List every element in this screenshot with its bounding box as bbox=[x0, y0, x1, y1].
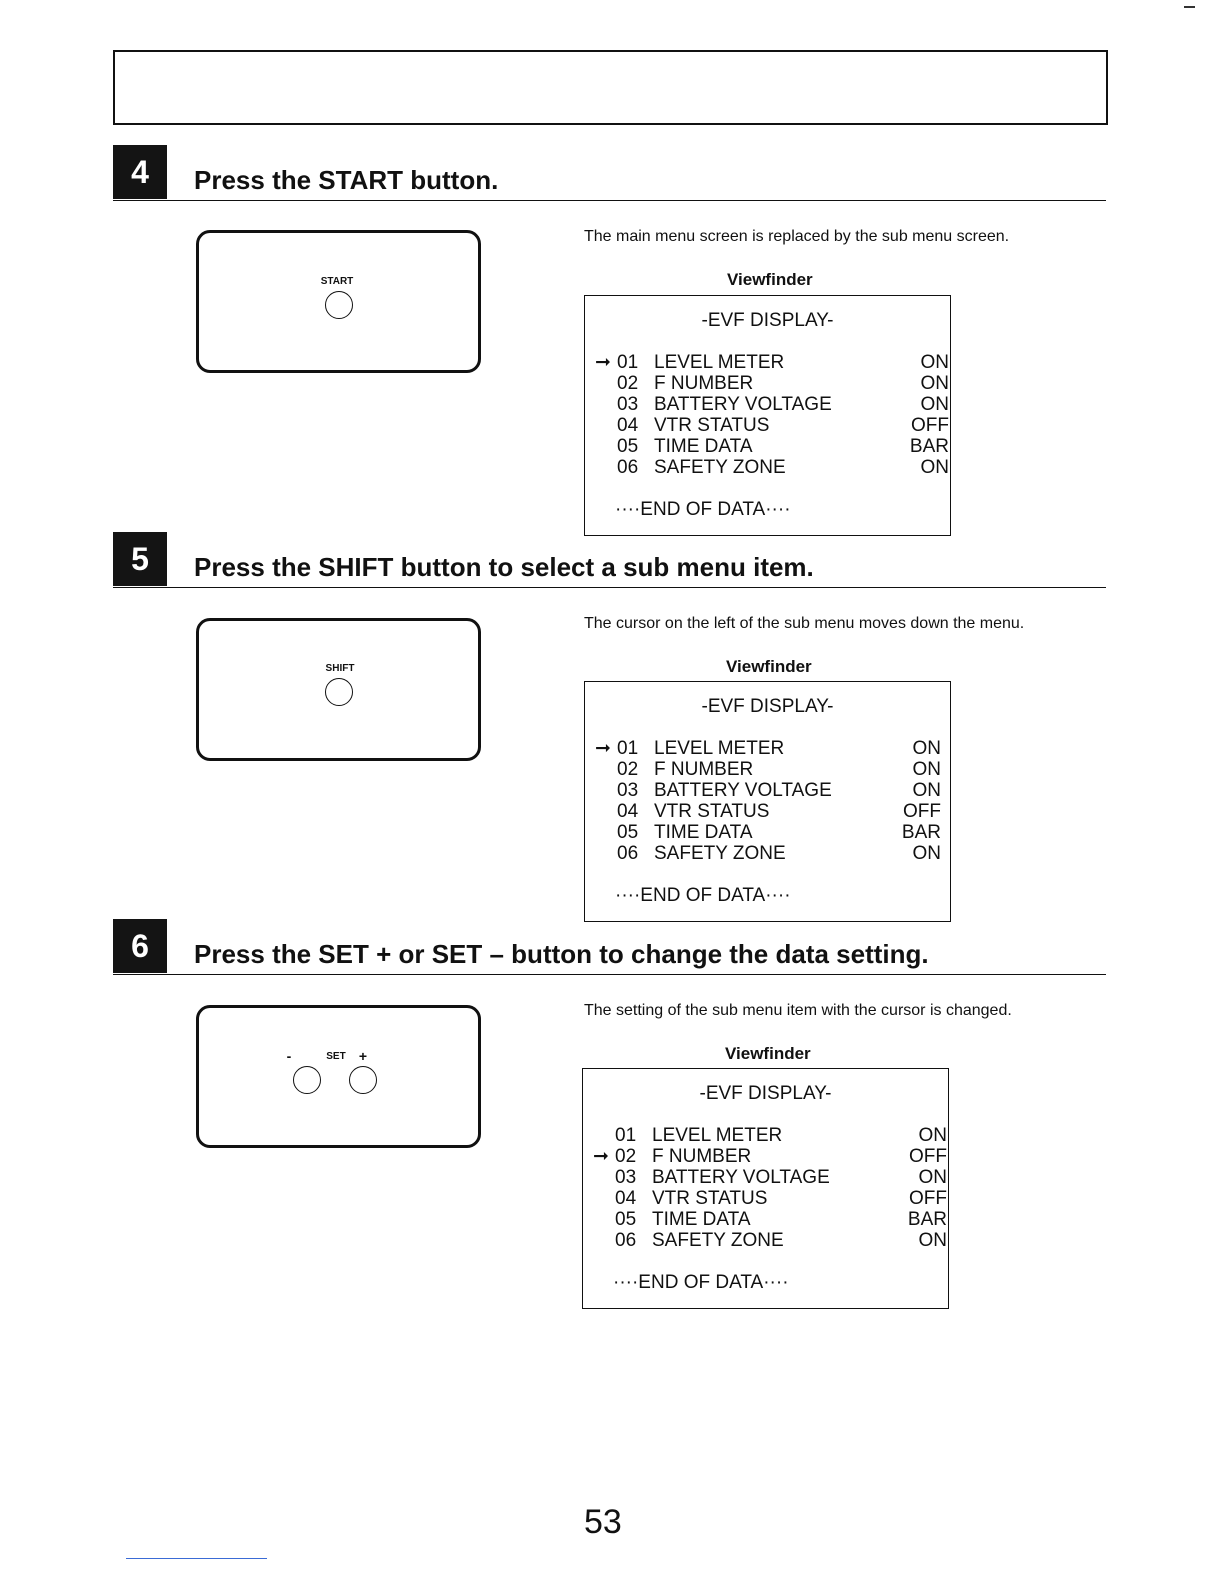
row-label: TIME DATA bbox=[654, 436, 753, 457]
row-label: LEVEL METER bbox=[654, 352, 785, 373]
row-value: ON bbox=[912, 780, 941, 801]
shift-button[interactable] bbox=[325, 678, 353, 706]
viewfinder-label: Viewfinder bbox=[726, 657, 812, 676]
set-button-panel bbox=[196, 1005, 481, 1148]
viewfinder-label: Viewfinder bbox=[725, 1044, 811, 1063]
row-value: OFF bbox=[903, 801, 941, 822]
set-plus-label: + bbox=[358, 1048, 368, 1064]
step-number-badge: 4 bbox=[113, 145, 167, 199]
cursor-arrow-icon: ➞ bbox=[593, 1146, 609, 1167]
row-label: SAFETY ZONE bbox=[654, 843, 786, 864]
shift-button-panel bbox=[196, 618, 481, 761]
screen-title: -EVF DISPLAY- bbox=[701, 310, 834, 331]
row-label: VTR STATUS bbox=[654, 415, 770, 436]
row-label: TIME DATA bbox=[652, 1209, 751, 1230]
row-label: F NUMBER bbox=[654, 759, 754, 780]
row-code: 04 bbox=[615, 1188, 637, 1209]
row-label: BATTERY VOLTAGE bbox=[654, 394, 832, 415]
start-button-panel bbox=[196, 230, 481, 373]
step-6-header bbox=[113, 919, 1106, 975]
set-minus-button[interactable] bbox=[293, 1066, 321, 1094]
row-value: ON bbox=[918, 1125, 947, 1146]
row-code: 05 bbox=[615, 1209, 637, 1230]
end-of-data: ····END OF DATA···· bbox=[613, 1272, 789, 1293]
row-value: ON bbox=[920, 373, 949, 394]
header-box bbox=[113, 50, 1108, 125]
row-label: SAFETY ZONE bbox=[654, 457, 786, 478]
row-code: 06 bbox=[615, 1230, 637, 1251]
row-value: BAR bbox=[909, 436, 949, 457]
step-5-header bbox=[113, 532, 1106, 588]
row-code: 02 bbox=[617, 759, 639, 780]
viewfinder-label: Viewfinder bbox=[727, 270, 813, 289]
row-value: ON bbox=[920, 394, 949, 415]
row-value: ON bbox=[912, 759, 941, 780]
row-code: 05 bbox=[617, 822, 639, 843]
end-of-data: ····END OF DATA···· bbox=[615, 499, 791, 520]
row-code: 01 bbox=[615, 1125, 637, 1146]
start-button[interactable] bbox=[325, 291, 353, 319]
row-code: 02 bbox=[615, 1146, 637, 1167]
row-code: 04 bbox=[617, 801, 639, 822]
row-value: BAR bbox=[901, 822, 941, 843]
row-code: 03 bbox=[617, 780, 639, 801]
footer-rule bbox=[126, 1558, 267, 1559]
row-code: 02 bbox=[617, 373, 639, 394]
row-value: OFF bbox=[909, 1188, 947, 1209]
row-label: F NUMBER bbox=[654, 373, 754, 394]
row-value: ON bbox=[912, 738, 941, 759]
step-number-badge: 5 bbox=[113, 532, 167, 586]
row-label: LEVEL METER bbox=[652, 1125, 783, 1146]
viewfinder-screen bbox=[584, 295, 951, 536]
row-code: 01 bbox=[617, 352, 639, 373]
row-value: BAR bbox=[907, 1209, 947, 1230]
viewfinder-screen bbox=[582, 1068, 949, 1309]
step-4-header bbox=[113, 145, 1106, 201]
row-label: BATTERY VOLTAGE bbox=[654, 780, 832, 801]
page-number: 53 bbox=[584, 1503, 622, 1541]
set-label: SET bbox=[326, 1051, 346, 1062]
row-value: ON bbox=[918, 1167, 947, 1188]
cursor-arrow-icon: ➞ bbox=[595, 352, 611, 373]
end-of-data: ····END OF DATA···· bbox=[615, 885, 791, 906]
screen-title: -EVF DISPLAY- bbox=[699, 1083, 832, 1104]
step-description: The main menu screen is replaced by the sub menu screen. bbox=[584, 228, 1010, 245]
step-title: Press the START button. bbox=[194, 165, 499, 195]
row-code: 03 bbox=[617, 394, 639, 415]
step-title: Press the SHIFT button to select a sub menu item. bbox=[194, 552, 814, 582]
row-code: 06 bbox=[617, 457, 639, 478]
row-code: 03 bbox=[615, 1167, 637, 1188]
corner-mark bbox=[1184, 6, 1195, 8]
row-value: ON bbox=[918, 1230, 947, 1251]
set-minus-label: - bbox=[286, 1048, 292, 1064]
row-code: 01 bbox=[617, 738, 639, 759]
cursor-arrow-icon: ➞ bbox=[595, 738, 611, 759]
row-label: BATTERY VOLTAGE bbox=[652, 1167, 830, 1188]
row-label: F NUMBER bbox=[652, 1146, 752, 1167]
row-value: OFF bbox=[909, 1146, 947, 1167]
step-title: Press the SET + or SET – button to change the data setting. bbox=[194, 939, 929, 969]
row-code: 05 bbox=[617, 436, 639, 457]
set-plus-button[interactable] bbox=[349, 1066, 377, 1094]
screen-title: -EVF DISPLAY- bbox=[701, 696, 834, 717]
row-label: VTR STATUS bbox=[654, 801, 770, 822]
shift-button-label: SHIFT bbox=[325, 663, 355, 674]
row-label: SAFETY ZONE bbox=[652, 1230, 784, 1251]
row-value: OFF bbox=[911, 415, 949, 436]
row-code: 06 bbox=[617, 843, 639, 864]
row-label: VTR STATUS bbox=[652, 1188, 768, 1209]
row-label: LEVEL METER bbox=[654, 738, 785, 759]
row-label: TIME DATA bbox=[654, 822, 753, 843]
step-description: The setting of the sub menu item with the cursor is changed. bbox=[584, 1002, 1012, 1019]
row-value: ON bbox=[912, 843, 941, 864]
row-value: ON bbox=[920, 457, 949, 478]
row-code: 04 bbox=[617, 415, 639, 436]
row-value: ON bbox=[920, 352, 949, 373]
step-number-badge: 6 bbox=[113, 919, 167, 973]
viewfinder-screen bbox=[584, 681, 951, 922]
start-button-label: START bbox=[320, 276, 354, 287]
step-description: The cursor on the left of the sub menu moves down the menu. bbox=[584, 615, 1025, 632]
